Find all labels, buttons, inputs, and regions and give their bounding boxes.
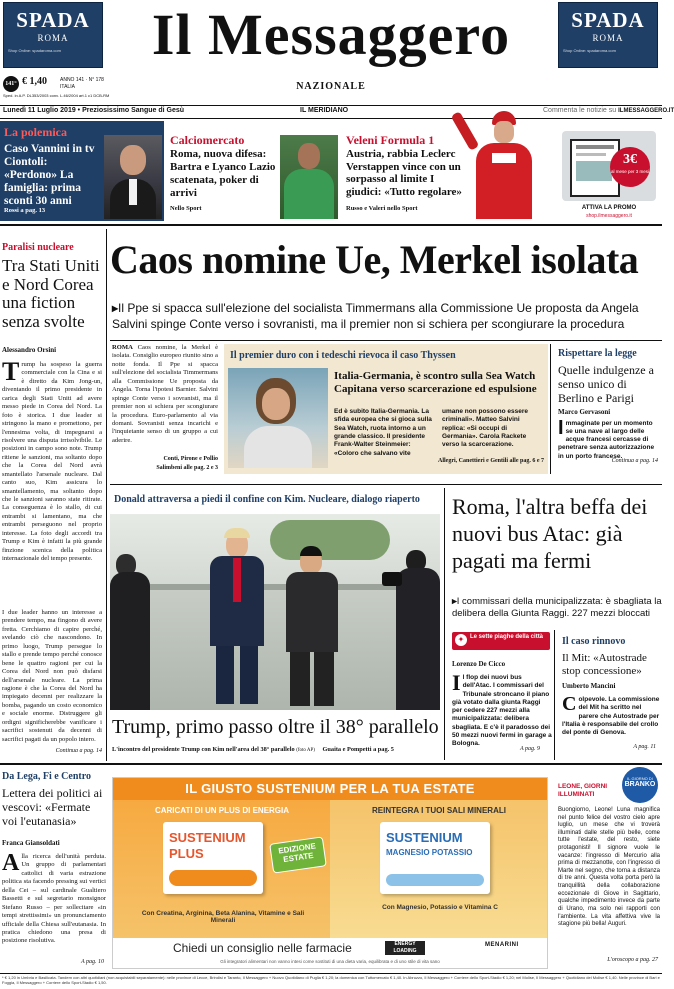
teaser-headline: Caso Vannini in tv Ciontoli: «Perdono» La famiglia: prima sconti 30 anni <box>4 143 95 208</box>
roma-body <box>452 670 552 747</box>
trump-headline[interactable]: Trump, primo passo oltre il 38° parallelo <box>112 716 439 738</box>
teaser-formula1[interactable] <box>344 121 550 221</box>
right-story-legge <box>552 344 662 470</box>
lede-authors2: Salimbeni alle pag. 2 e 3 <box>156 465 218 471</box>
promo-price-sub: al mese per 3 mesi <box>610 169 649 174</box>
main-headline[interactable]: Caos nomine Ue, Merkel isolata <box>110 237 639 282</box>
issue-meta: ANNO 141 · N° 178 <box>60 77 104 83</box>
horoscope-body: Buongiorno, Leone! Luna magnifica nel punto felice del vostro cielo apre luglio, un mese che vi troverà illuminati dalle stelle più belle, come tutte l'estate, del resto, siete protagonisti! Il signore vuole le vacanze: l'ingresso di Mercurio alla prima di mezzanotte, con l'ingresso di Marte nel segno, che torna a distanza di tre anni. Questa volta porta però la tranquillità della collaborazione eccezionale di Giove in Sagittario, qualche impedimento invece da parte di Urano, ma solo nei rapporti con l'ambiente. La vita affettiva vive la stagione più bella! Auguri. <box>558 807 660 928</box>
mit-kicker: Il caso rinnovo <box>562 636 626 647</box>
ad-right-variant: MAGNESIO POTASSIO <box>386 848 473 857</box>
promo-box[interactable] <box>556 121 662 221</box>
mit-page[interactable]: A pag. 11 <box>633 744 656 750</box>
teaser-headline: Roma, nuova difesa: Bartra e Lyanco Lazio scatenata, poker di arrivi <box>170 148 276 199</box>
trump-photo <box>110 514 440 710</box>
trump-caption <box>112 746 440 753</box>
ad-title: IL GIUSTO SUSTENIUM PER LA TUA ESTATE <box>113 778 547 800</box>
ad-left-box <box>163 822 263 894</box>
left-kicker: Paralisi nucleare <box>2 242 74 253</box>
teaser-photo <box>280 135 338 219</box>
trump-story <box>110 488 440 760</box>
ad-spada-city: ROMA <box>37 33 69 43</box>
left-author: Alessandro Orsini <box>2 346 57 354</box>
eutanasia-kicker: Da Lega, Fi e Centro <box>2 771 91 782</box>
teaser-headline: Austria, rabbia Leclerc Verstappen vince con un sorpasso al limite I giudici: «Tutto regolare» <box>346 148 462 198</box>
right1-dropcap: I <box>558 417 564 439</box>
trump-caption-text: L'incontro del presidente Trump con Kim nell'area del 38° parallelo <box>112 746 295 753</box>
thyssen-col1: Ed è subito Italia-Germania. La sfida europea che si gioca sulla Sea Watch, ruota intorno a un grande classico. Il presidente Frank-Walter Steinmeier: «Coloro che salvano vite <box>334 408 432 457</box>
mit-headline[interactable]: Il Mit: «Autostrade stop concessione» <box>562 652 647 677</box>
horoscope-kicker: LEONE, GIORNI ILLUMINATI <box>558 783 608 798</box>
ad-maker-logo: MENARINI <box>485 942 519 948</box>
teaser-photo <box>104 135 162 219</box>
edition: NAZIONALE <box>296 81 366 92</box>
ad-right-desc: Con Magnesio, Potassio e Vitamina C <box>382 904 498 911</box>
ad-spada-shop: Shop Online: spadaroma.com <box>8 48 61 53</box>
price: € 1,40 <box>22 76 47 87</box>
horoscope <box>552 767 662 972</box>
teaser-kicker: Calciomercato <box>170 133 245 147</box>
roma-deck-text: I commissari della municipalizzata: è sbagliata la delibera della Giunta Raggi. 227 mezzi bloccati <box>452 596 662 620</box>
ad-left-variant: PLUS <box>169 846 204 861</box>
thyssen-photo <box>228 368 328 468</box>
eutanasia-author: Franca Giansoldati <box>2 839 60 847</box>
roma-headline[interactable]: Roma, l'altra beffa dei nuovi bus Atac: già pagati ma fermi <box>452 494 648 573</box>
trump-page: Guaita e Pompetti a pag. 5 <box>322 746 394 753</box>
mit-author: Umberto Mancini <box>562 682 616 690</box>
left-more[interactable]: Continua a pag. 14 <box>55 748 102 754</box>
ad-left-badge: EDIZIONE ESTATE <box>269 836 327 873</box>
ad-spada-shop: Shop Online: spadaroma.com <box>563 48 616 53</box>
ad-left-sub: CARICATI DI UN PLUS DI ENERGIA <box>154 806 290 815</box>
teaser-kicker: Veleni Formula 1 <box>346 133 435 147</box>
ad-left-panel <box>113 800 330 938</box>
ad-right-panel <box>330 800 547 938</box>
teaser-calciomercato[interactable] <box>168 121 340 221</box>
right1-kicker: Rispettare la legge <box>558 348 637 359</box>
promo-cta[interactable]: ATTIVA LA PROMO <box>581 205 637 211</box>
right1-body-text: mmaginate per un momento se una nave al largo delle acque francesi cercasse di penetrare senza autorizzazione in un porto francese. <box>558 420 655 460</box>
country: ITALIA <box>60 84 75 90</box>
thyssen-kicker: Il premier duro con i tedeschi rievoca il caso Thyssen <box>230 350 456 361</box>
right1-more[interactable]: Continua a pag. 14 <box>611 458 658 464</box>
eutanasia-page[interactable]: A pag. 10 <box>80 959 104 965</box>
roma-label[interactable] <box>452 632 550 650</box>
mit-body <box>562 693 660 744</box>
branko-badge-name: BRANKO <box>624 781 656 788</box>
trump-caption-credit: (foto AP) <box>296 748 315 753</box>
roma-story <box>448 488 662 624</box>
branko-badge-top: IL GIORNO DI <box>627 776 653 781</box>
ad-left-brand: SUSTENIUM <box>169 830 246 845</box>
ad-spada-left[interactable] <box>3 2 103 68</box>
left-body <box>2 357 102 564</box>
branko-badge <box>622 767 658 803</box>
thyssen-page: Allegri, Canettieri e Gentili alle pag. 6 e 7 <box>438 458 544 464</box>
roma-body-text: l flop dei nuovi bus dell'Atac. I commissari del Tribunale stroncano il piano già votato dalla giunta Raggi per cedere 227 mezzi alla municipalizzata: delibera sbagliata. E c'è il paradosso dei 50 mezzi nuovi fermi in garage a Bologna. <box>452 674 552 747</box>
ad-cta: Chiedi un consiglio nelle farmacie <box>173 941 352 955</box>
web-prompt[interactable] <box>543 107 674 114</box>
thyssen-col2: umane non possono essere criminali». Matteo Salvini replica: «Si occupi di Germania». Carola Rackete verso la scarcerazione. <box>442 408 528 449</box>
teaser-page: Nello Sport <box>170 205 202 212</box>
lede-text: Caos nomine, la Merkel è isolata. Consiglio europeo riunito sino a notte fonda. Il Ppe si spacca sull'elezione del socialista Timmermans alla Commissione Ue proposta da Angela. Torna l'ipotesi Barnier. Salvini spinge Conte verso i sovranisti, ma il premier non si schiera per scongiurare la procedura. Euro-parlamento al via domani. Sovranisti senza incarichi e l'inquietante senso di un gruppo a cui aderire. <box>112 344 219 444</box>
teaser-page: Rossi a pag. 13 <box>4 207 46 214</box>
promo-url[interactable]: shop.ilmessaggero.it <box>586 213 632 219</box>
thyssen-box <box>224 344 548 474</box>
web-prompt-text: Commenta le notizie su <box>543 107 617 114</box>
left-body-p1: rump ha sospeso la guerra commerciale con la Cina e si è diretto da Kim Jong-un, diventando il primo presidente in carica degli Stati Uniti ad avere messo piede in Corea del Nord. La foto è storica. I due leader si stringono la mano e promettono, per l'ennesima volta, di impegnarsi a risolvere una disputa irrisolvibile. Le posizioni in campo sono note. Trump ritiene le sanzioni, ma soltanto dopo che la Corea del Nord avrà smantellato l'arsenale nucleare. Dal canto suo, Kim assicura lo smantellamento, ma soltanto dopo che le sanzioni saranno state ritirate. La conseguenza è lo stallo, di cui entrambi si lamentano, ma che entrambi perseguono nel proprio interesse. La foto degli accordi tra Trump e Kim è infatti la più grande finzione scenica della politica internazionale del tempo presente. <box>2 361 102 563</box>
ad-spada-right[interactable] <box>558 2 658 68</box>
mit-story <box>558 632 662 760</box>
ad-sustenium[interactable] <box>112 777 548 969</box>
ad-spada-city: ROMA <box>592 33 624 43</box>
eutanasia-headline[interactable]: Lettera dei politici ai vescovi: «Fermate voi l'eutanasia» <box>2 786 103 828</box>
thyssen-headline[interactable]: Italia-Germania, è scontro sulla Sea Watch Capitana verso scarcerazione ed espulsione <box>334 370 537 396</box>
roma-author: Lorenzo De Cicco <box>452 660 506 668</box>
mit-body-text: olpevole. La commissione del Mit ha scritto nel parere che Autostrade per l'Italia è responsabile del crollo del ponte di Genova. <box>562 696 660 736</box>
web-url[interactable]: ILMESSAGGERO.IT <box>618 108 674 114</box>
left-headline[interactable]: Tra Stati Uniti e Nord Corea una fiction senza svolte <box>2 256 100 332</box>
masthead-title: Il Messaggero <box>151 2 511 67</box>
eutanasia-dropcap: A <box>2 850 20 876</box>
left-body-p2: I due leader hanno un interesse a prendere tempo, ma fingono di avere fretta. Cerchiamo di capire perché, svelando ciò che nascondono. In primo luogo, Trump persegue lo stallo e prende tempo perché conosce bene le quattro ragioni per cui la Corea del Nord non può disfarsi dell'arsenale nucleare. La prima ragione è che la Corea del Nord ha impiegato decenni per realizzare la bomba, pagando un costo economico e sociale enorme. Distruggere gli ordigni significherebbe vanificare i sacrifici sostenuti da decenni di sacrifici pagati da un popolo intero. <box>2 609 102 743</box>
ad-right-box <box>380 822 490 894</box>
footer-notes: * € 1,20 in Umbria e Basilicata. Tandem con altri quotidiani (non acquistabili separatamente): nelle province di Lecce, Brindisi e Taranto, Il Messaggero + Nuovo Quotidiano di Puglia € 1,20; la domenica con Tuttomercato € 1,40. In Abruzzo, Il Messaggero + Corriere dello Sport-Stadio € 1,20; nel Molise, Il Messaggero + Quotidiano del Molise € 1,40. Nelle province di Bari e Foggia, Il Messaggero + Corriere dello Sport-Stadio € 1,50. <box>2 975 660 986</box>
ad-right-brand: SUSTENIUM <box>386 830 463 845</box>
eutanasia-body <box>2 850 106 957</box>
left-dropcap: T <box>2 357 20 386</box>
ad-spada-brand: SPADA <box>571 8 645 32</box>
eutanasia-body-text: lla ricerca dell'unità perduta. Un gruppo di parlamentari cattolici di varia estrazione politica sta facendo pressing sui vertici della Cei – sul cardinale Gualtiero Bassetti e sul segretario monsignor Stefano Russo – per sollecitare «in tempi strettissimi» un pronunciamento ufficiale della Chiesa sull'eutanasia. In pratica chiedono una presa di posizione risolutiva. <box>2 853 106 945</box>
right1-headline[interactable]: Quelle indulgenze a senso unico di Berlino e Parigi <box>558 363 654 405</box>
roma-label-text: Le sette piaghe della città <box>470 634 544 640</box>
trump-kicker: Donald attraversa a piedi il confine con Kim. Nucleare, dialogo riaperto <box>114 494 420 505</box>
left-column <box>0 229 104 761</box>
mit-dropcap: C <box>562 693 577 715</box>
teaser-page: Russo e Valeri nello Sport <box>346 205 418 212</box>
main-lede <box>112 344 220 480</box>
meridiano[interactable]: IL MERIDIANO <box>300 107 349 114</box>
issue-badge: 141° <box>3 76 19 92</box>
lede-authors: Conti, Pirone e Pollio <box>163 456 218 462</box>
ad-spada-brand: SPADA <box>16 8 90 32</box>
teaser-photo-leclerc <box>452 91 550 219</box>
postal-line: Sped. in A.P. DL353/2003 conv. L.46/2004 art.1 c1 DCB-RM <box>3 93 110 98</box>
ad-disclaimer: Gli integratori alimentari non vanno intesi come sostituti di una dieta varia, equilibrata e di uno stile di vita sano <box>220 959 440 964</box>
lede-city: ROMA <box>112 344 133 351</box>
teaser-kicker: La polemica <box>4 125 67 139</box>
ad-left-desc: Con Creatina, Arginina, Beta Alanina, Vitamine e Sali Minerali <box>141 910 305 924</box>
roma-dropcap: I <box>452 670 461 695</box>
roma-page[interactable]: A pag. 9 <box>520 746 541 752</box>
horoscope-page[interactable]: L'oroscopo a pag. 27 <box>607 957 658 963</box>
main-deck: ▸Il Ppe si spacca sull'elezione del socialista Timmermans alla Commissione Ue proposta da Angela Salvini spinge Conte verso i sovranisti, ma il premier non si schiera per scongiurare la procedura <box>112 301 639 332</box>
teaser-vannini[interactable] <box>0 121 164 221</box>
wolf-icon: ✦ <box>455 634 467 646</box>
ad-energy-logo: ENERGY LOADING <box>385 941 425 955</box>
right1-body <box>558 417 658 460</box>
ad-right-sub: REINTEGRA I TUOI SALI MINERALI <box>372 806 506 815</box>
main-deck-text: Il Ppe si spacca sull'elezione del socialista Timmermans alla Commissione Ue proposta da Angela Salvini spinge Conte verso i sovranisti, ma il premier non si schiera per scongiurare la procedura <box>112 301 639 332</box>
eutanasia-story <box>0 767 108 972</box>
date-line: Lunedì 11 Luglio 2019 • Preziosissimo Sangue di Gesù <box>3 107 185 114</box>
roma-deck: ▸I commissari della municipalizzata: è sbagliata la delibera della Giunta Raggi. 227 mezzi bloccati <box>452 596 662 620</box>
right1-author: Marco Gervasoni <box>558 408 611 416</box>
promo-price-badge <box>610 147 650 187</box>
promo-price: 3€ <box>623 152 637 167</box>
